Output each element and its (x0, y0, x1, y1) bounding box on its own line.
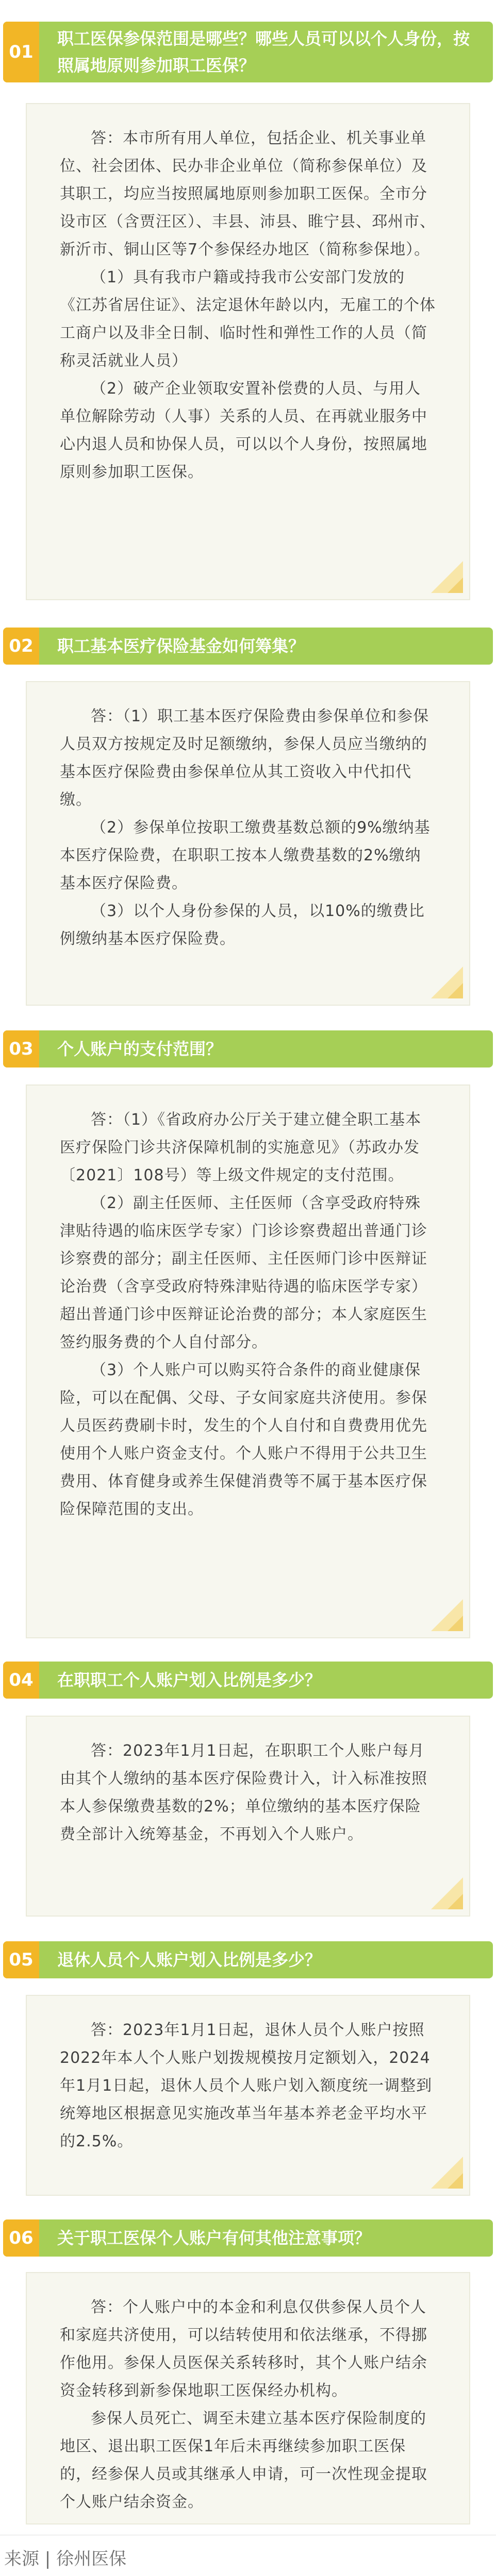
answer-paragraph: 参保人员死亡、调至未建立基本医疗保险制度的地区、退出职工医保1年后未再继续参加职工医保的，经参保人员或其继承人申请，可一次性现金提取个人账户结余资金。 (60, 2410, 427, 2511)
section-header (3, 628, 493, 665)
answer-box (26, 1716, 470, 1917)
answer-text (60, 2294, 436, 2516)
corner-triangle-decoration (448, 2173, 463, 2189)
section-header (3, 1941, 493, 1978)
section-number: 02 (3, 628, 39, 665)
answer-box (26, 103, 470, 600)
answer-text (60, 703, 436, 953)
section-title: 在职职工个人账户划入比例是多少？ (57, 1670, 322, 1690)
section-number: 06 (3, 2219, 39, 2257)
section-title: 职工医保参保范围是哪些？哪些人员可以以个人身份，按照属地原则参加职工医保？ (57, 29, 470, 75)
section-title: 退休人员个人账户划入比例是多少？ (57, 1950, 322, 1970)
answer-box (26, 1084, 470, 1638)
answer-box (26, 681, 470, 1006)
answer-box (26, 2272, 470, 2524)
section-number: 04 (3, 1662, 39, 1699)
section-header (3, 1662, 493, 1699)
answer-paragraph: （3）以个人身份参保的人员，以10%的缴费比例缴纳基本医疗保险费。 (60, 902, 425, 948)
corner-triangle-decoration (448, 578, 463, 593)
answer-paragraph: 答：个人账户中的本金和利息仅供参保人员个人和家庭共济使用，可以结转使用和依法继承，不得挪作他用。参保人员医保关系转移时，其个人账户结余资金转移到新参保地职工医保经办机构。 (60, 2298, 427, 2400)
answer-box (26, 1995, 470, 2196)
answer-paragraph: （2）破产企业领取安置补偿费的人员、与用人单位解除劳动（人事）关系的人员、在再就业服务中心内退人员和协保人员，可以以个人身份，按照属地原则参加职工医保。 (60, 380, 427, 481)
corner-triangle-decoration (448, 1616, 463, 1631)
corner-triangle-decoration (448, 983, 463, 998)
answer-text (60, 2016, 436, 2156)
section-number: 03 (3, 1030, 39, 1067)
answer-paragraph: （3）个人账户可以购买符合条件的商业健康保险，可以在配偶、父母、子女间家庭共济使用。参保人员医药费刷卡时，发生的个人自付和自费费用优先使用个人账户资金支付。个人账户不得用于公共卫生费用、体育健身或养生保健消费等不属于基本医疗保险保障范围的支出。 (60, 1361, 427, 1518)
section-header (3, 2219, 493, 2257)
answer-paragraph: （1）具有我市户籍或持我市公安部门发放的《江苏省居住证》、法定退休年龄以内，无雇工的个体工商户以及非全日制、临时性和弹性工作的人员（简称灵活就业人员） (60, 268, 436, 370)
section-title: 个人账户的支付范围？ (57, 1039, 223, 1059)
answer-text (60, 125, 436, 486)
answer-text (60, 1106, 436, 1523)
section-title: 职工基本医疗保险基金如何筹集？ (57, 636, 305, 656)
answer-paragraph: 答：本市所有用人单位，包括企业、机关事业单位、社会团体、民办非企业单位（简称参保单位）及其职工，均应当按照属地原则参加职工医保。全市分设市区（含贾汪区）、丰县、沛县、睢宁县、邳州市、新沂市、铜山区等7个参保经办地区（简称参保地）。 (60, 129, 436, 259)
answer-paragraph: 答：（1）职工基本医疗保险费由参保单位和参保人员双方按规定及时足额缴纳，参保人员应当缴纳的基本医疗保险费由参保单位从其工资收入中代扣代缴。 (60, 707, 429, 809)
section-number: 01 (3, 22, 39, 82)
answer-paragraph: 答：2023年1月1日起，退休人员个人账户按照2022年本人个人账户划拨规模按月定额划入，2024年1月1日起，退休人员个人账户划入额度统一调整到统筹地区根据意见实施改革当年基本养老金平均水平的2.5%。 (60, 2021, 433, 2150)
section-number: 05 (3, 1941, 39, 1978)
section-header (3, 22, 493, 82)
answer-paragraph: 答：2023年1月1日起，在职职工个人账户每月由其个人缴纳的基本医疗保险费计入，计入标准按照本人参保缴费基数的2%；单位缴纳的基本医疗保险费全部计入统筹基金，不再划入个人账户。 (60, 1742, 427, 1843)
answer-text (60, 1737, 436, 1849)
section-header (3, 1030, 493, 1067)
section-title: 关于职工医保个人账户有何其他注意事项？ (57, 2228, 371, 2248)
answer-paragraph: （2）参保单位按职工缴费基数总额的9%缴纳基本医疗保险费，在职职工按本人缴费基数的2%缴纳基本医疗保险费。 (60, 819, 431, 892)
corner-triangle-decoration (448, 1894, 463, 1909)
source-label: 来源 | 徐州医保 (4, 2549, 127, 2569)
answer-paragraph: 答：（1）《省政府办公厅关于建立健全职工基本医疗保险门诊共济保障机制的实施意见》（苏政办发〔2021〕108号）等上级文件规定的支付范围。 (60, 1111, 422, 1184)
answer-paragraph: （2）副主任医师、主任医师（含享受政府特殊津贴待遇的临床医学专家）门诊诊察费超出普通门诊诊察费的部分；副主任医师、主任医师门诊中医辩证论治费（含享受政府特殊津贴待遇的临床医学专家）超出普通门诊中医辩证论治费的部分；本人家庭医生签约服务费的个人自付部分。 (60, 1194, 427, 1351)
